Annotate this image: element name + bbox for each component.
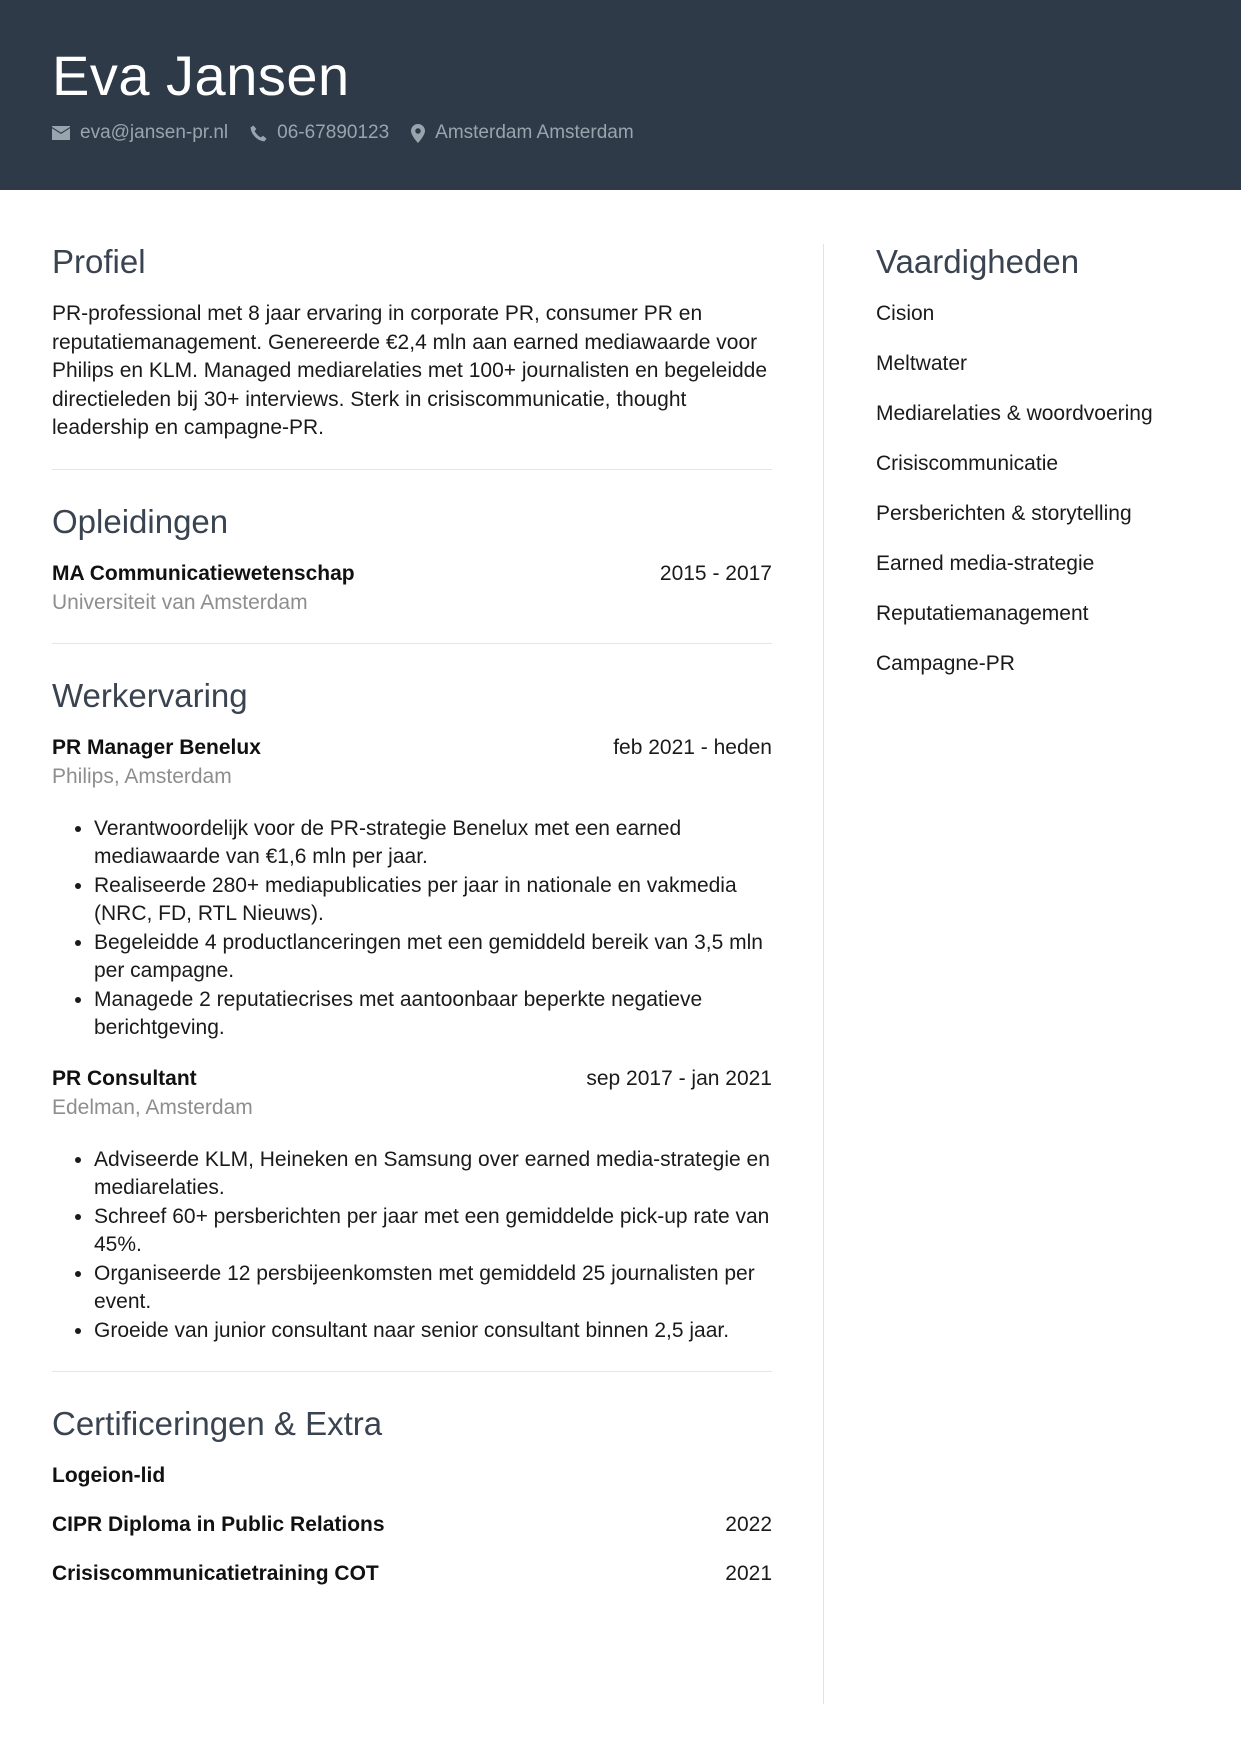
job-header (52, 734, 772, 762)
skill-item: Mediarelaties & woordvoering (876, 402, 1153, 425)
job-date: feb 2021 - heden (613, 735, 772, 759)
bullet-item: • Begeleidde 4 productlanceringen met een gemiddeld bereik van 3,5 mln per campagne. (94, 929, 772, 986)
cert-row (52, 1511, 772, 1539)
contact-phone[interactable] (250, 122, 389, 144)
bullet-item: • Realiseerde 280+ mediapublicaties per jaar in nationale en vakmedia (NRC, FD, RTL Nieuws). (94, 872, 772, 929)
education-section (52, 498, 772, 617)
sidebar-column (876, 238, 1206, 700)
phone-text: 06-67890123 (277, 122, 390, 143)
degree-title: MA Communicatiewetenschap (52, 561, 355, 585)
section-divider (52, 1371, 772, 1372)
experience-heading: Werkervaring (52, 676, 248, 714)
job-entry (52, 1065, 772, 1346)
candidate-name: Eva Jansen (52, 44, 350, 107)
bullet-item: • Verantwoordelijk voor de PR-strategie Benelux met een earned mediawaarde van €1,6 mln per jaar. (94, 815, 772, 872)
cert-date: 2021 (725, 1562, 772, 1585)
experience-section (52, 672, 772, 1346)
certifications-section (52, 1400, 772, 1588)
job-header (52, 1065, 772, 1093)
job-bullets (52, 815, 772, 1043)
column-divider (823, 244, 824, 1704)
job-bullets (52, 1146, 772, 1346)
bullet-item: • Managede 2 reputatiecrises met aantoonbaar beperkte negatieve berichtgeving. (94, 986, 772, 1043)
map-pin-icon (411, 124, 425, 143)
job-company: Edelman, Amsterdam (52, 1095, 253, 1119)
cert-row (52, 1560, 772, 1588)
cert-row (52, 1462, 772, 1490)
cert-title: Logeion-lid (52, 1464, 166, 1487)
main-column (52, 238, 772, 1609)
skills-list (876, 300, 1206, 678)
job-entry (52, 734, 772, 1043)
profile-text: PR-professional met 8 jaar ervaring in corporate PR, consumer PR en reputatiemanagement. Genereerde €2,4 mln aan earned mediawaarde voor Philips en KLM. Managed mediarelaties met 100+ journalisten en begeleidde directieleden bij 30+ interviews. Sterk in crisiscommunicatie, thought leadership en campagne-PR. (52, 302, 768, 439)
skill-item: Persberichten & storytelling (876, 502, 1132, 525)
education-heading: Opleidingen (52, 502, 229, 540)
bullet-item: • Schreef 60+ persberichten per jaar met een gemiddelde pick-up rate van 45%. (94, 1203, 772, 1260)
job-title: PR Manager Benelux (52, 735, 261, 759)
skill-item: Earned media-strategie (876, 552, 1095, 575)
job-date: sep 2017 - jan 2021 (586, 1066, 772, 1090)
profile-section (52, 238, 772, 443)
phone-icon (250, 125, 267, 142)
cert-date: 2022 (725, 1513, 772, 1536)
profile-heading: Profiel (52, 243, 146, 280)
job-company: Philips, Amsterdam (52, 764, 232, 788)
institution: Universiteit van Amsterdam (52, 590, 308, 614)
bullet-item: • Groeide van junior consultant naar senior consultant binnen 2,5 jaar. (94, 1317, 772, 1346)
skill-item: Reputatiemanagement (876, 602, 1089, 625)
bullet-item: • Adviseerde KLM, Heineken en Samsung over earned media-strategie en mediarelaties. (94, 1146, 772, 1203)
section-divider (52, 643, 772, 644)
skill-item: Cision (876, 302, 935, 325)
cert-title: CIPR Diploma in Public Relations (52, 1513, 385, 1536)
skill-item: Crisiscommunicatie (876, 452, 1059, 475)
cert-title: Crisiscommunicatietraining COT (52, 1562, 379, 1585)
contact-bar (52, 122, 634, 144)
education-row (52, 560, 772, 588)
skill-item: Campagne-PR (876, 652, 1015, 675)
email-text: eva@jansen-pr.nl (80, 122, 229, 143)
degree-date: 2015 - 2017 (659, 561, 772, 585)
envelope-icon (52, 126, 70, 140)
skill-item: Meltwater (876, 352, 968, 375)
contact-email[interactable] (52, 122, 228, 144)
job-title: PR Consultant (52, 1066, 197, 1090)
certifications-heading: Certificeringen & Extra (52, 1405, 383, 1442)
header-banner (0, 0, 1241, 190)
location-text: Amsterdam Amsterdam (435, 122, 634, 143)
section-divider (52, 469, 772, 470)
skills-heading: Vaardigheden (876, 243, 1080, 280)
bullet-item: • Organiseerde 12 persbijeenkomsten met gemiddeld 25 journalisten per event. (94, 1260, 772, 1317)
contact-location (411, 122, 634, 144)
